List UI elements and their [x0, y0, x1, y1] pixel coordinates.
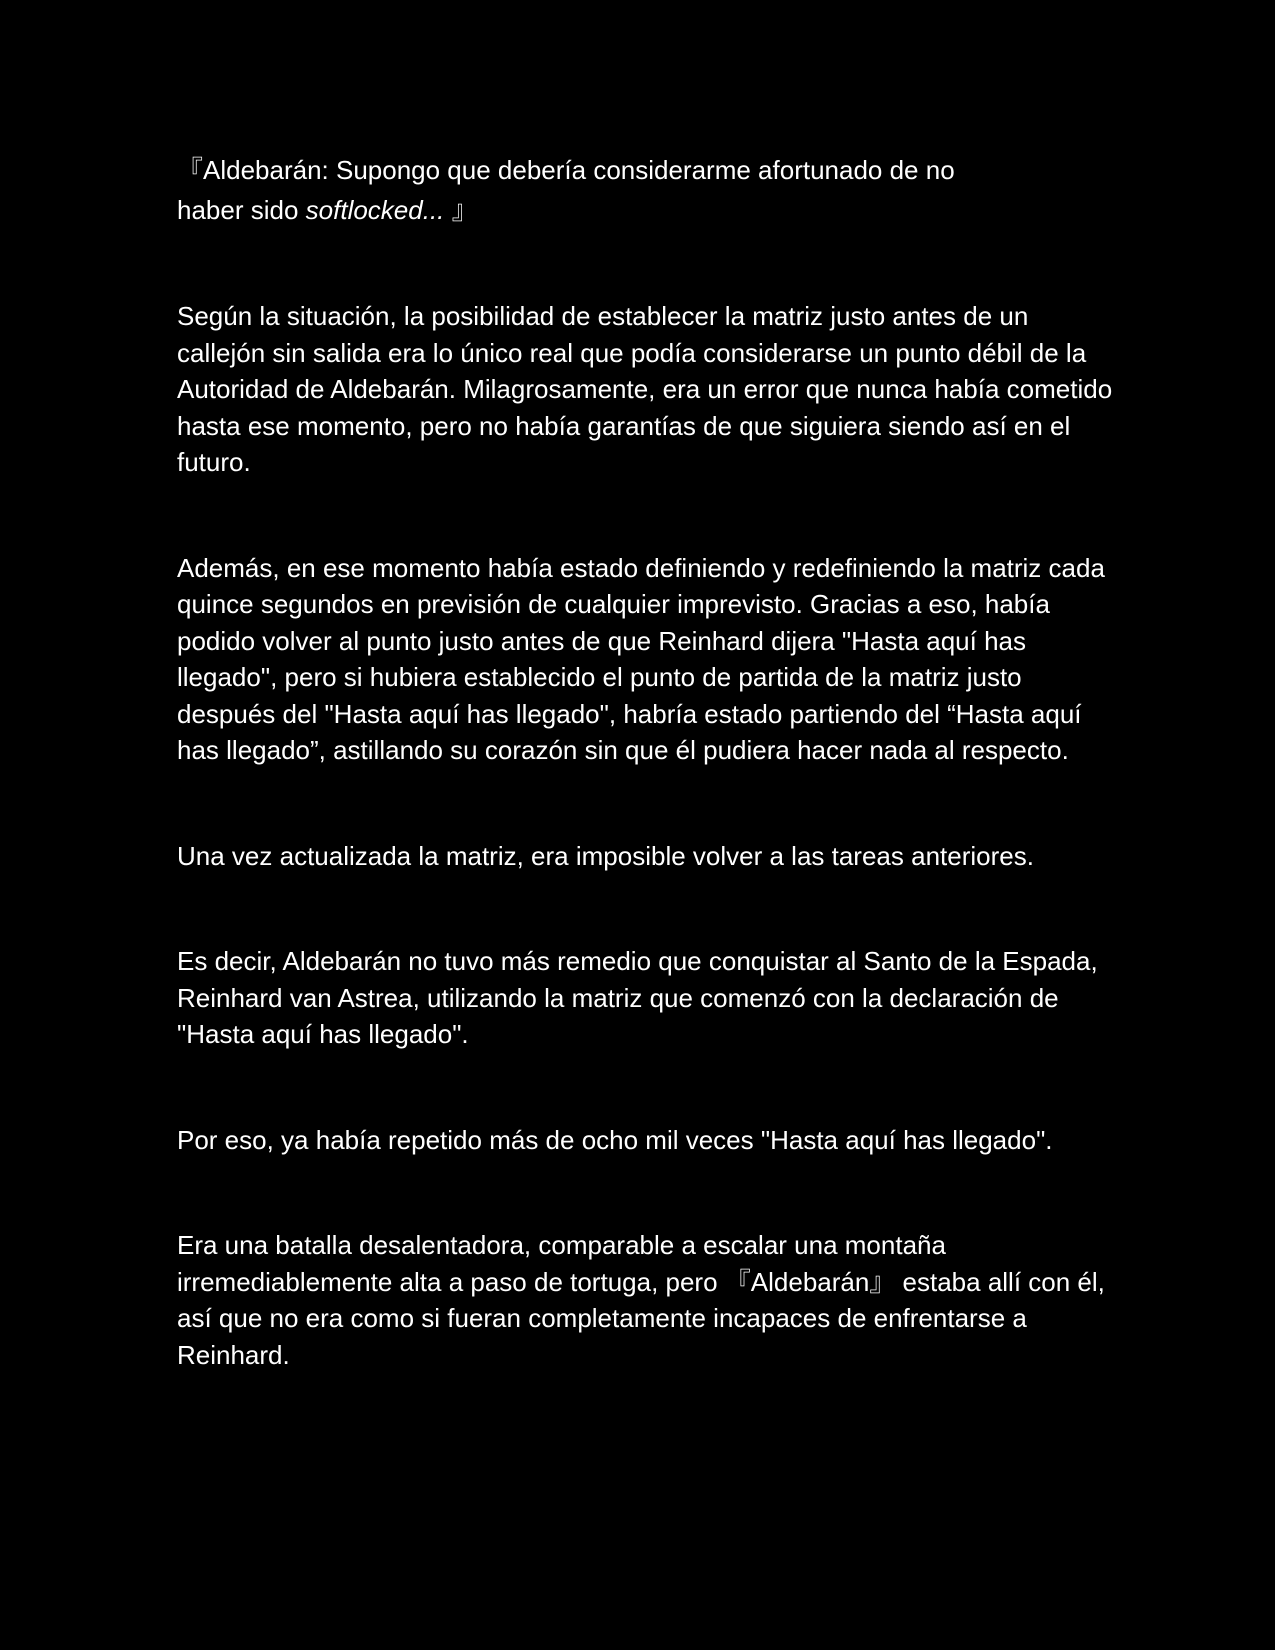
- quote-line-2-suffix: 』: [444, 195, 478, 225]
- quote-paragraph: [177, 148, 1117, 228]
- body-paragraph-1: Según la situación, la posibilidad de establecer la matriz justo antes de un callejón sin salida era lo único real que podía considerarse un punto débil de la Autoridad de Aldebarán. Milagrosamente, era un error que nunca había cometido hasta ese momento, pero no había garantías de que siguiera siendo así en el futuro.: [177, 301, 1113, 477]
- body-paragraph-5: Por eso, ya había repetido más de ocho mil veces "Hasta aquí has llegado".: [177, 1124, 1053, 1155]
- body-paragraph-6: Era una batalla desalentadora, comparable a escalar una montaña irremediablemente alta a paso de tortuga, pero 『Aldebarán』 estaba allí con él, así que no era como si fueran completamente incapaces de enfrentarse a Reinhard.: [177, 1230, 1105, 1370]
- quote-line-2-prefix: haber sido: [177, 195, 306, 225]
- quote-line-2: [177, 192, 1117, 228]
- body-paragraph-4: Es decir, Aldebarán no tuvo más remedio que conquistar al Santo de la Espada, Reinhard van Astrea, utilizando la matriz que comenzó con la declaración de "Hasta aquí has llegado".: [177, 946, 1098, 1049]
- quote-italic-term: softlocked...: [305, 195, 445, 225]
- body-paragraph-2: Además, en ese momento había estado definiendo y redefiniendo la matriz cada quince segundos en previsión de cualquier imprevisto. Gracias a eso, había podido volver al punto justo antes de que Reinhard dijera "Hasta aquí has llegado", pero si hubiera establecido el punto de partida de la matriz justo después del "Hasta aquí has llegado", habría estado partiendo del “Hasta aquí has llegado”, astillando su corazón sin que él pudiera hacer nada al respecto.: [177, 552, 1105, 765]
- document-page: [177, 148, 1117, 1373]
- quote-line-1: 『Aldebarán: Supongo que debería considerarme afortunado de no: [177, 155, 955, 185]
- body-paragraph-3: Una vez actualizada la matriz, era imposible volver a las tareas anteriores.: [177, 840, 1034, 871]
